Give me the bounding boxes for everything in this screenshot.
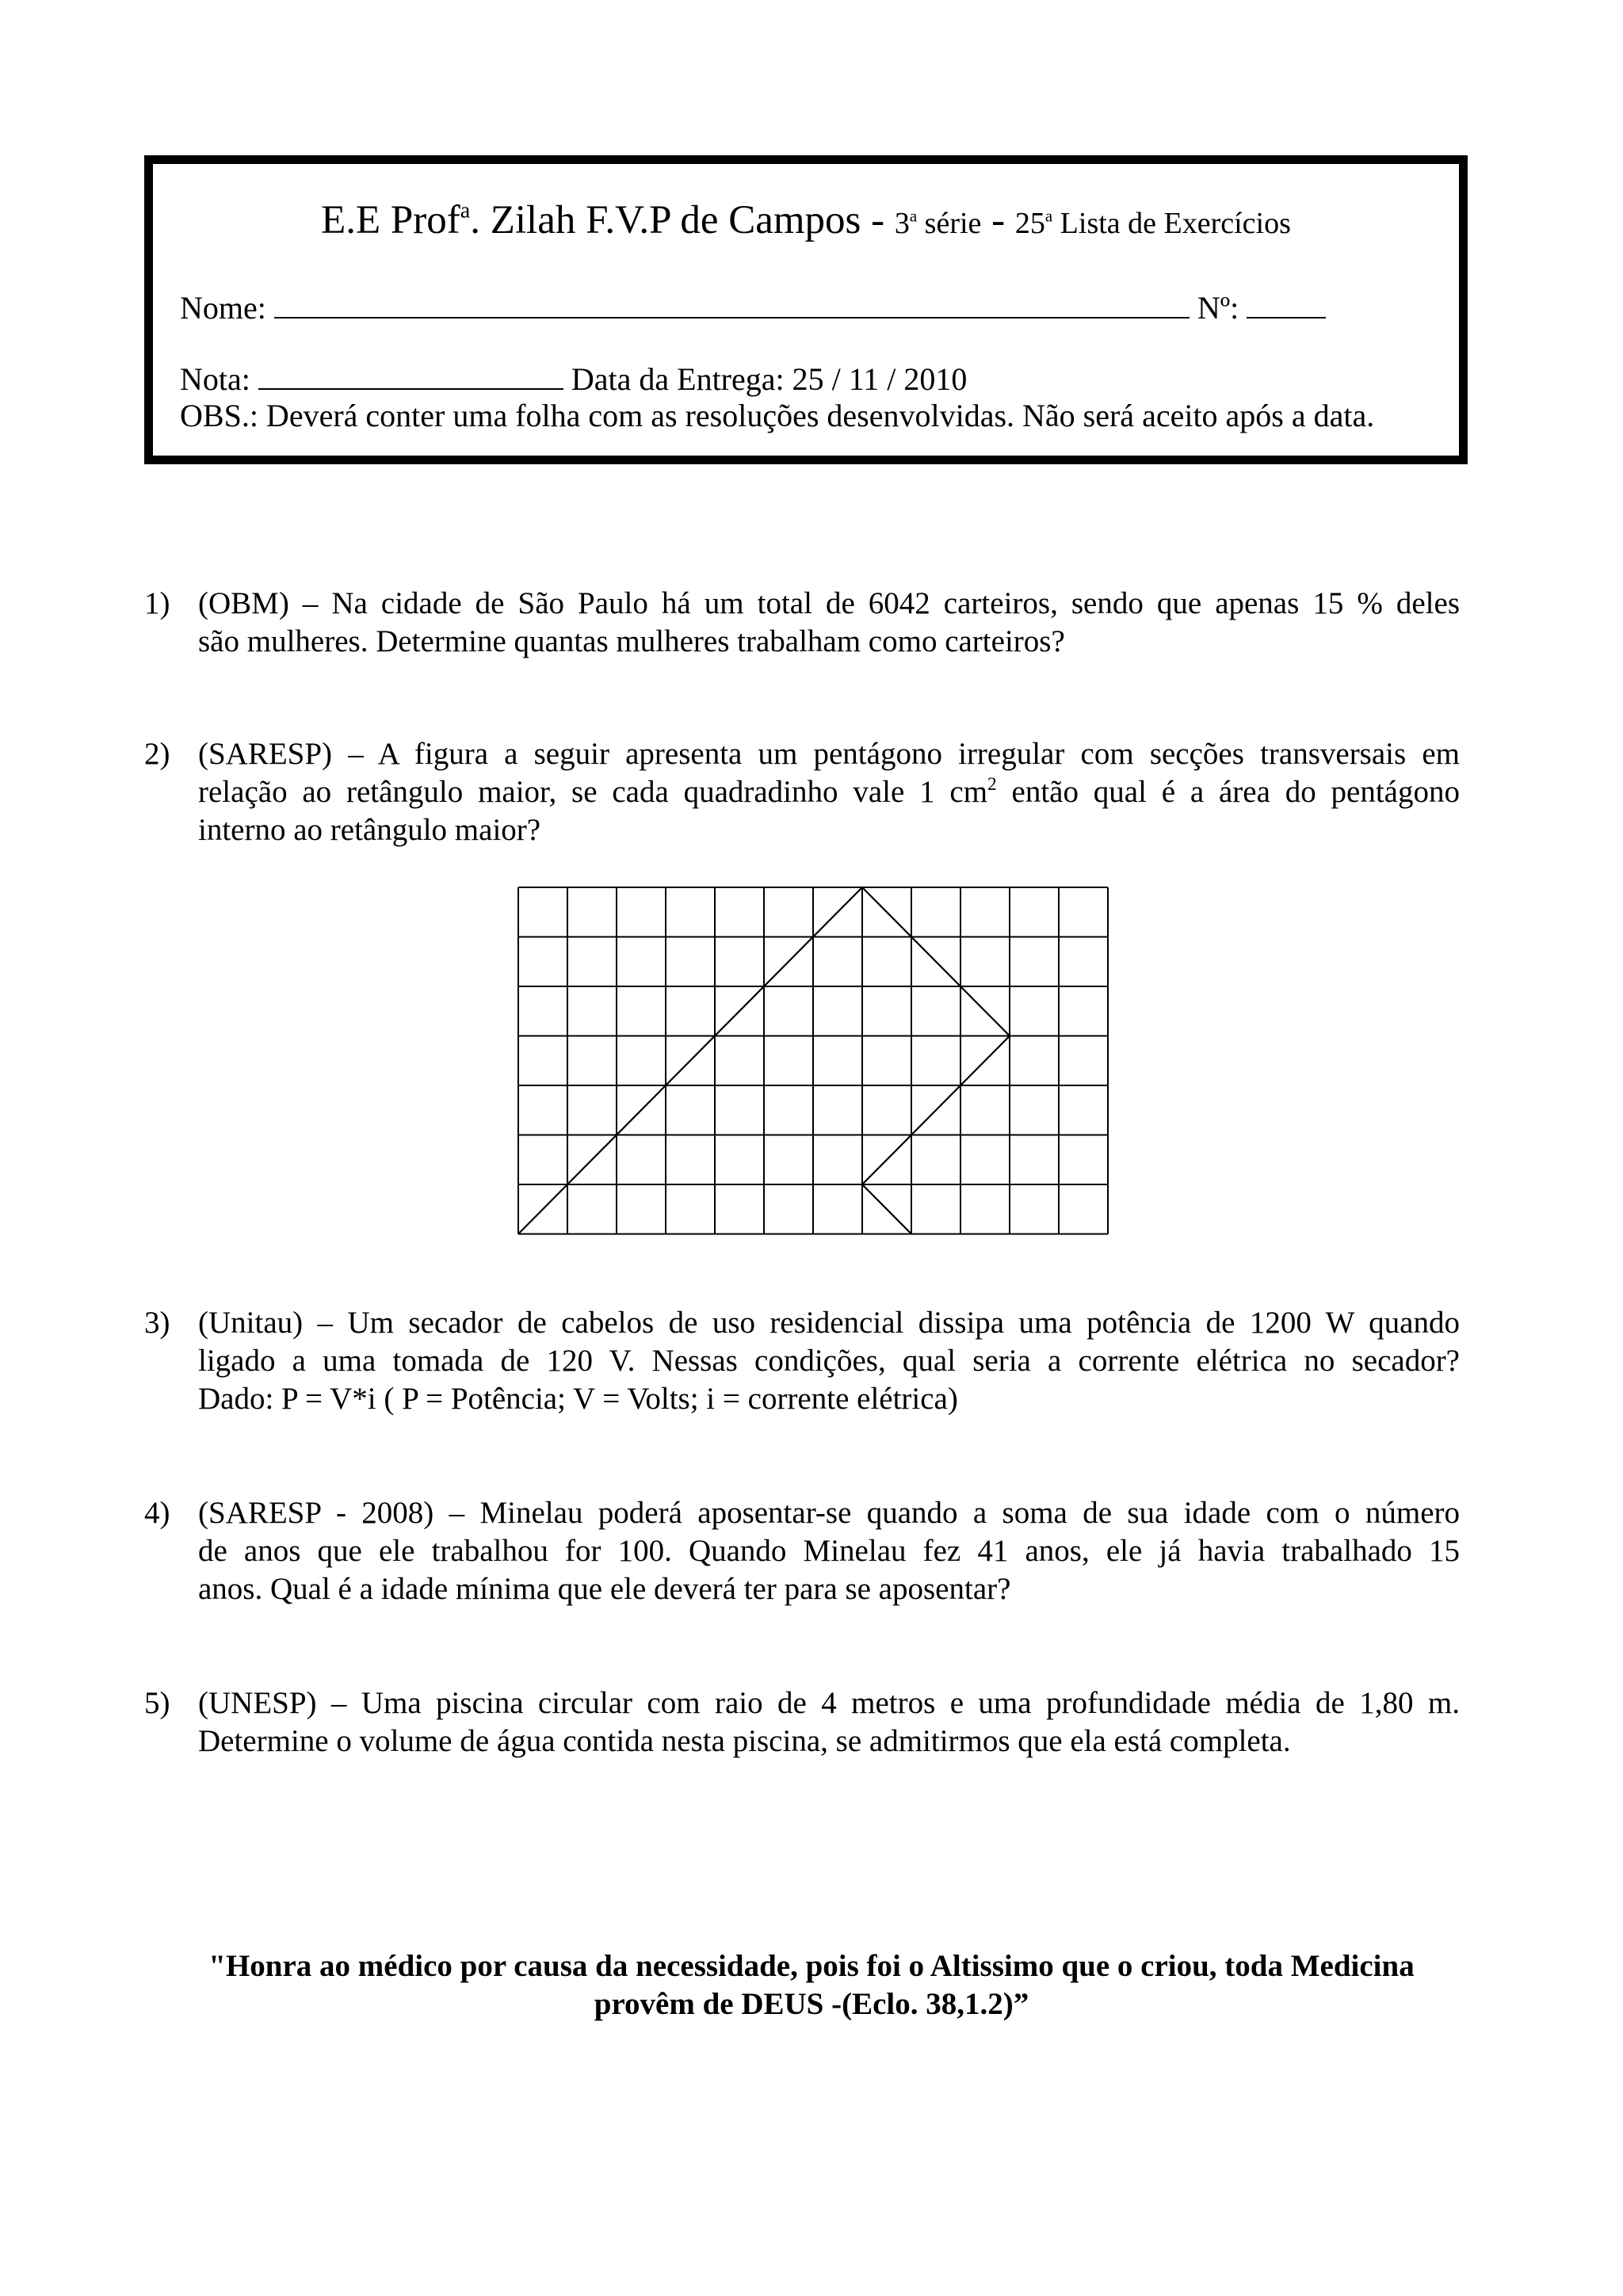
- school-name: E.E Prof: [321, 198, 460, 242]
- question-text-line: Determine o volume de água contida nesta piscina, se admitirmos que ela está completa.: [198, 1724, 1291, 1758]
- header-title: E.E Prof$^a$. Zilah F.V.P de Campos - 3$^a$ série - 25$^a$ Lista de Exercícios: [321, 198, 1291, 242]
- question-text-line: (Unitau) – Um secador de cabelos de uso residencial dissipa uma potência de 1200 W quando: [198, 1306, 1460, 1340]
- question-2: [144, 735, 1460, 849]
- question-text-line: interno ao retângulo maior?: [198, 813, 541, 847]
- grid-lines: [518, 887, 1108, 1234]
- header-box: [144, 155, 1468, 464]
- question-text-line: anos. Qual é a idade mínima que ele deverá ter para se aposentar?: [198, 1572, 1011, 1606]
- question-1: [144, 585, 1460, 661]
- grade-text: 3$^a$ série: [894, 206, 982, 240]
- question-number: 1): [144, 586, 170, 620]
- question-text-line: (UNESP) – Uma piscina circular com raio de 4 metros e uma profundidade média de 1,80 m.: [198, 1686, 1460, 1720]
- question-number: 3): [144, 1306, 170, 1340]
- delivery-date: Data da Entrega: 25 / 11 / 2010: [571, 361, 968, 397]
- grade-field[interactable]: [258, 364, 563, 390]
- grade-label: Nota:: [180, 361, 250, 397]
- name-row: [180, 289, 1326, 326]
- number-label: Nº:: [1197, 290, 1239, 326]
- pentagon-grid-figure: [517, 886, 1113, 1238]
- question-text-line: são mulheres. Determine quantas mulheres trabalham como carteiros?: [198, 624, 1065, 658]
- quote-line: "Honra ao médico por causa da necessidade, pois foi o Altissimo que o criou, toda Medicina: [208, 1949, 1415, 1983]
- question-4: [144, 1494, 1460, 1608]
- question-number: 4): [144, 1496, 170, 1530]
- obs-note: OBS.: Deverá conter uma folha com as resoluções desenvolvidas. Não será aceito após a data.: [180, 398, 1375, 433]
- question-text-line: Dado: P = V*i ( P = Potência; V = Volts; i = corrente elétrica): [198, 1382, 958, 1416]
- list-title: 25$^a$ Lista de Exercícios: [1014, 206, 1291, 240]
- closing-quote: [119, 1947, 1504, 2023]
- quote-line: provêm de DEUS -(Eclo. 38,1.2)”: [594, 1987, 1029, 2021]
- question-text-line: ligado a uma tomada de 120 V. Nessas condições, qual seria a corrente elétrica no secador?: [198, 1344, 1460, 1378]
- question-number: 5): [144, 1686, 170, 1720]
- question-text-line: relação ao retângulo maior, se cada quadradinho vale 1 $cm^2$ então qual é a área do pentágono: [198, 773, 1460, 809]
- question-text-line: de anos que ele trabalhou for 100. Quando Minelau fez 41 anos, ele já havia trabalhado 15: [198, 1534, 1460, 1568]
- name-label: Nome:: [180, 290, 266, 326]
- question-5: [144, 1684, 1460, 1760]
- name-field[interactable]: [274, 293, 1190, 318]
- number-field[interactable]: [1247, 293, 1326, 318]
- question-text-line: (SARESP) – A figura a seguir apresenta um pentágono irregular com secções transversais em: [198, 737, 1460, 771]
- question-text-line: (OBM) – Na cidade de São Paulo há um total de 6042 carteiros, sendo que apenas 15 % deles: [198, 586, 1460, 620]
- question-text-line: (SARESP - 2008) – Minelau poderá aposentar-se quando a soma de sua idade com o número: [198, 1496, 1460, 1530]
- question-number: 2): [144, 737, 170, 771]
- grade-row: [180, 360, 967, 398]
- question-3: [144, 1304, 1460, 1418]
